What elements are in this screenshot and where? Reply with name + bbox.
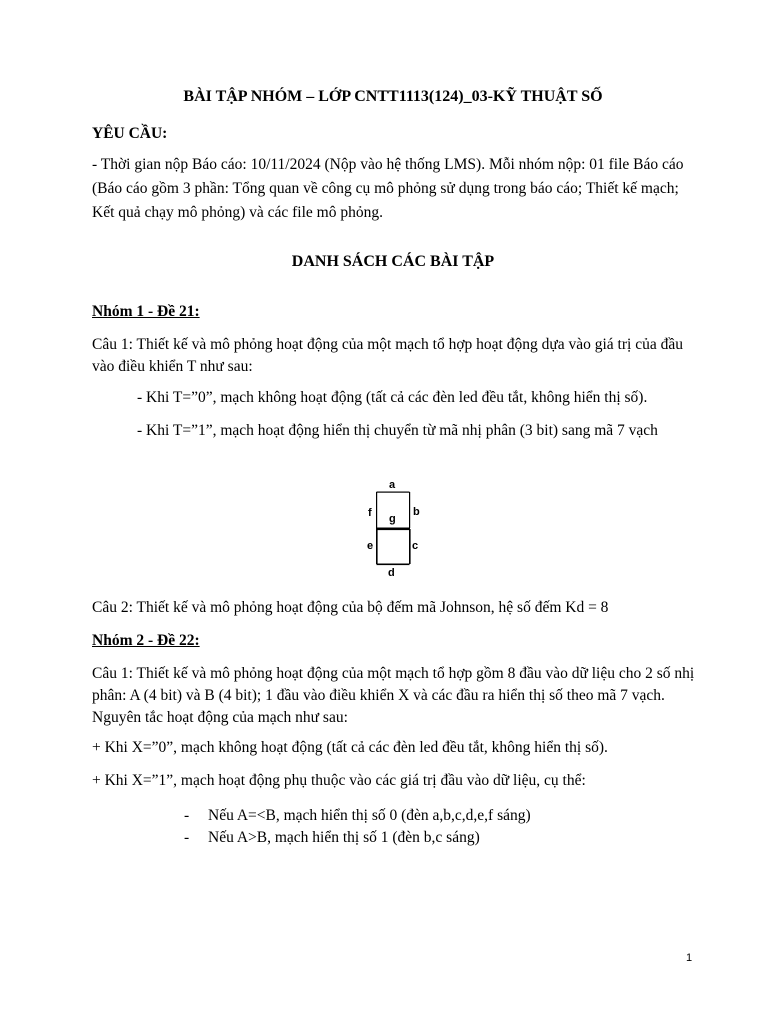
group2-heading: Nhóm 2 - Đề 22: (92, 632, 200, 649)
group1-case-t0: - Khi T=”0”, mạch không hoạt động (tất cả các đèn led đều tắt, không hiển thị số). (137, 389, 648, 406)
group2-question1: Câu 1: Thiết kế và mô phỏng hoạt động của một mạch tổ hợp gồm 8 đầu vào dữ liệu cho 2 số nhị phân: A (4 bit) và B (4 bit); 1 đầu vào điều khiển X và các đầu ra hiển thị số theo mã 7 vạch. Nguyên tắc hoạt động của mạch như sau: (92, 665, 695, 726)
segment-g (376, 528, 410, 531)
segment-label-c: c (412, 540, 419, 552)
segment-c (409, 529, 411, 564)
group1-case-t1: - Khi T=”1”, mạch hoạt động hiển thị chuyển từ mã nhị phân (3 bit) sang mã 7 vạch (137, 422, 658, 439)
segment-label-g: g (389, 513, 396, 525)
bullet-text: Nếu A=<B, mạch hiển thị số 0 (đèn a,b,c,d,e,f sáng) (208, 807, 531, 824)
bullet-text: Nếu A>B, mạch hiển thị số 1 (đèn b,c sáng) (208, 829, 480, 846)
group2-case-x1: + Khi X=”1”, mạch hoạt động phụ thuộc vào các giá trị đầu vào dữ liệu, cụ thể: (92, 772, 586, 789)
bullet-dash: - (184, 807, 190, 824)
exercise-list-heading: DANH SÁCH CÁC BÀI TẬP (291, 253, 495, 270)
page-number: 1 (686, 952, 693, 964)
document-title: BÀI TẬP NHÓM – LỚP CNTT1113(124)_03-KỸ THUẬT SỐ (183, 88, 603, 105)
segment-label-a: a (389, 479, 396, 491)
segment-label-d: d (388, 567, 395, 579)
requirements-paragraph: - Thời gian nộp Báo cáo: 10/11/2024 (Nộp vào hệ thống LMS). Mỗi nhóm nộp: 01 file Báo cáo (Báo cáo gồm 3 phần: Tổng quan về công cụ mô phỏng sử dụng trong báo cáo; Thiết kế mạch; Kết quả chạy mô phỏng) và các file mô phỏng. (92, 156, 684, 221)
segment-label-e: e (367, 540, 374, 552)
group1-heading: Nhóm 1 - Đề 21: (92, 303, 200, 320)
segment-label-f: f (368, 507, 372, 519)
group2-case-x0: + Khi X=”0”, mạch không hoạt động (tất cả các đèn led đều tắt, không hiển thị số). (92, 739, 608, 756)
segment-label-b: b (413, 506, 420, 518)
segment-f (376, 492, 377, 528)
segment-e (376, 529, 378, 564)
group1-question1: Câu 1: Thiết kế và mô phỏng hoạt động của một mạch tổ hợp hoạt động dựa vào giá trị của đầu vào điều khiển T như sau: (92, 336, 683, 375)
segment-d (377, 564, 410, 566)
segment-b (409, 492, 410, 528)
bullet-dash: - (184, 829, 190, 846)
requirements-heading: YÊU CẦU: (92, 125, 168, 142)
group1-question2: Câu 2: Thiết kế và mô phỏng hoạt động của bộ đếm mã Johnson, hệ số đếm Kd = 8 (92, 599, 609, 616)
